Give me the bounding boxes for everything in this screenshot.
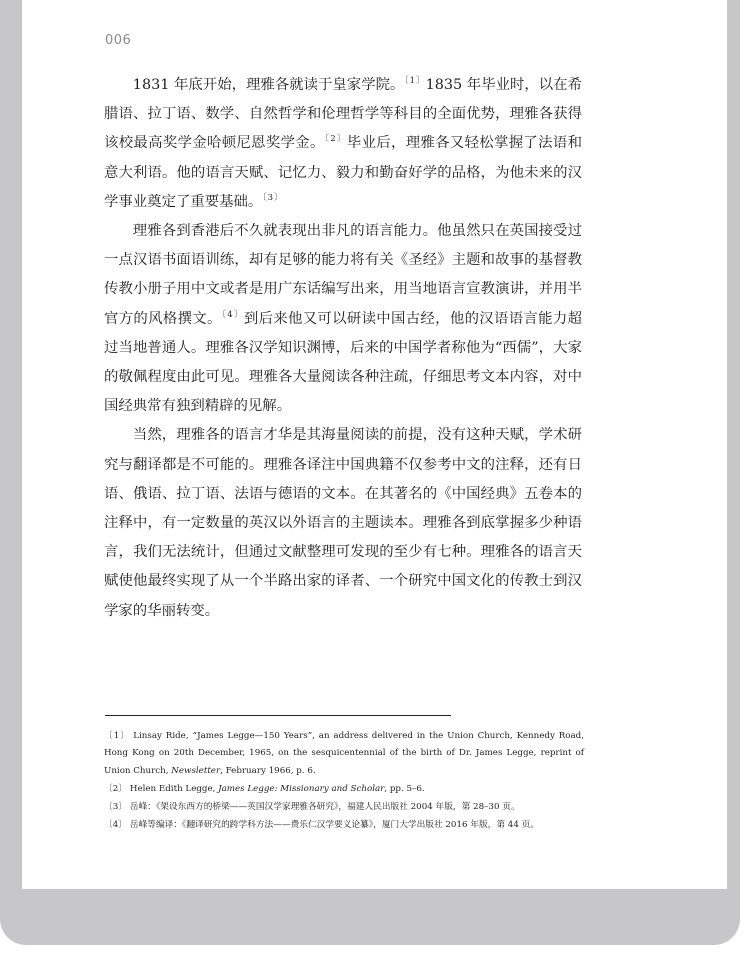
footnote-number: 〔1〕 [104,731,131,741]
paragraph-1 [104,71,582,217]
paragraph-2-text-b: 到后来他又可以研读中国古经，他的汉语语言能力超过当地普通人。理雅各汉学知识渊博，后来的中国学者称他为“西儒”，大家的敬佩程度由此可见。理雅各大量阅读各种注疏，仔细思考文本内容，对中国经典常有独到精辟的见解。 [104,310,582,415]
footnotes [104,728,584,836]
viewer-frame-edge [740,0,750,959]
footnote-4 [104,817,584,834]
paragraph-2 [104,217,582,421]
footnote-ref-2[interactable]: 〔2〕 [324,134,347,145]
footnote-2 [104,781,584,798]
footnote-divider [105,715,451,716]
footnote-number: 〔3〕 [104,802,127,813]
paragraph-1-text-a: 1831 年底开始，理雅各就读于皇家学院。 [132,77,405,93]
footnote-1 [104,728,584,780]
footnote-ref-1[interactable]: 〔1〕 [404,76,426,86]
footnote-text: Helen Edith Legge, [129,783,219,794]
footnote-3 [104,799,584,816]
footnote-text-end: , February 1966, p. 6. [220,765,316,776]
footnote-text-end: , pp. 5–6. [384,783,425,794]
footnote-text: 岳峰：《架设东西方的桥梁——英国汉学家理雅各研究》，福建人民出版社 2004 年版，第 28–30 页。 [129,802,520,813]
paragraph-2-text-a: 理雅各到香港后不久就表现出非凡的语言能力。他虽然只在英国接受过一点汉语书面语训练，却有足够的能力将有关《圣经》主题和故事的基督教传教小册子用中文或者是用广东话编写出来，用当地语言宣教演讲，并用半官方的风格撰文。 [104,223,582,327]
footnote-ref-3[interactable]: 〔3〕 [262,192,284,203]
footnote-italic: Newsletter [171,765,221,776]
footnote-text: Linsay Ride, “James Legge—150 Years”, an address delivered in the Union Church, Kennedy Road, Hong Kong on 20th December, 1965, on the sesquicentennial of the birth of Dr. James Legge, reprint of Union Church, [104,731,584,776]
footnote-ref-4[interactable]: 〔4〕 [221,309,244,320]
footnote-italic: James Legge: Missionary and Scholar [218,783,385,794]
footnote-number: 〔4〕 [104,820,127,831]
footnote-number: 〔2〕 [104,783,127,794]
paragraph-3: 当然，理雅各的语言才华是其海量阅读的前提，没有这种天赋，学术研究与翻译都是不可能的。理雅各译注中国典籍不仅参考中文的注释，还有日语、俄语、拉丁语、法语与德语的文本。在其著名的《中国经典》五卷本的注释中，有一定数量的英汉以外语言的主题读本。理雅各到底掌握多少种语言，我们无法统计，但通过文献整理可发现的至少有七种。理雅各的语言天赋使他最终实现了从一个半路出家的译者、一个研究中国文化的传教士到汉学家的华丽转变。 [104,427,582,619]
body-text [104,71,582,626]
page-number: 006 [105,33,132,48]
footnote-text: 岳峰等编译：《翻译研究的跨学科方法——费乐仁汉学要义论纂》，厦门大学出版社 2016 年版，第 44 页。 [129,820,539,831]
paragraph-1-text-b: 1835 年毕业时，以在希腊语、拉丁语、数学、自然哲学和伦理哲学等科目的全面优势，理雅各获得该校最高奖学金哈顿尼恩奖学金。 [104,77,582,152]
paragraph-1-text-c: 毕业后，理雅各又轻松掌握了法语和意大利语。他的语言天赋、记忆力、毅力和勤奋好学的品格，为他未来的汉学事业奠定了重要基础。 [104,135,582,210]
document-page [22,0,727,889]
